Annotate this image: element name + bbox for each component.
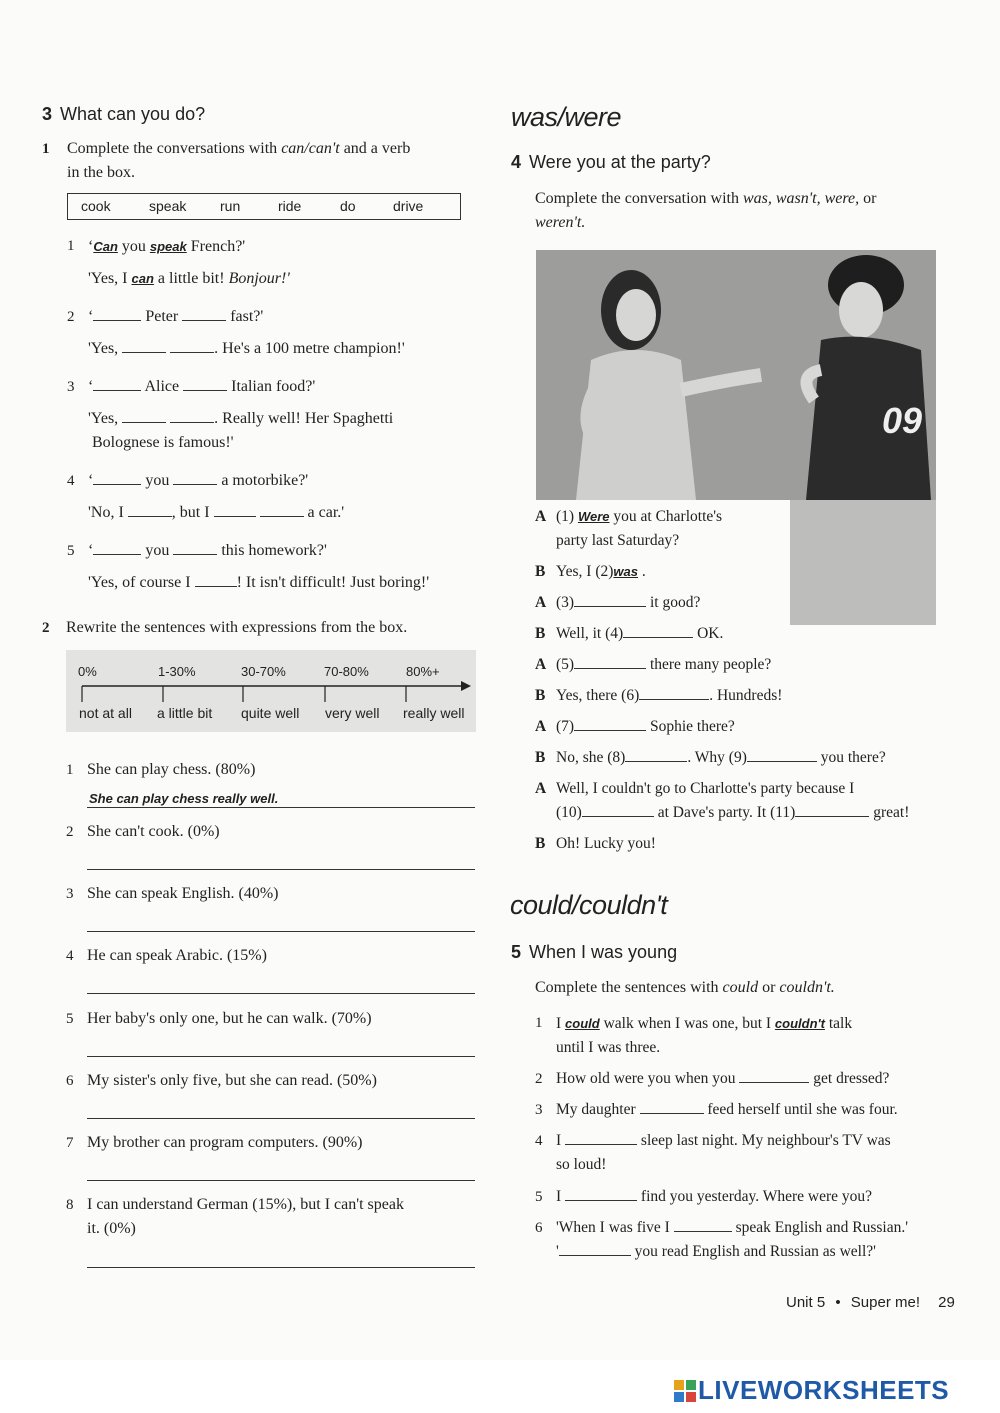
q5-question: ‘ you this homework?' — [88, 542, 327, 559]
ww-l7-t2: Sophie there? — [649, 718, 735, 735]
ex2-item-7-text: My brother can program computers. (90%) — [87, 1134, 363, 1151]
shirt-number: 09 — [882, 400, 923, 441]
ww-blank-6[interactable] — [639, 685, 709, 700]
q5-blank-2[interactable] — [173, 540, 217, 555]
label-a-little-bit: a little bit — [157, 705, 213, 721]
ww-blank-10[interactable] — [582, 802, 654, 817]
cc-em-2: couldn't. — [779, 979, 835, 996]
ww-blank-11[interactable] — [795, 802, 869, 817]
ww-line-10 — [556, 801, 909, 825]
verb-drive: drive — [393, 198, 424, 214]
exercise-1-instructions — [67, 137, 477, 185]
liveworksheets-brand[interactable]: LIVEWORKSHEETS — [698, 1375, 950, 1405]
q2-blank-1[interactable] — [93, 306, 141, 321]
q2-blank-4[interactable] — [170, 338, 214, 353]
ex2-item-4-number: 4 — [66, 948, 74, 964]
q4-reply-2: , but I — [171, 504, 210, 521]
ex2-item-1-text: She can play chess. (80%) — [87, 761, 256, 778]
cc-item-3-number: 3 — [535, 1102, 543, 1118]
ww-l4-t1: Well, it (4) — [556, 625, 624, 642]
ww-l3-t1: (3) — [556, 594, 575, 611]
q5-text-2: this homework?' — [221, 542, 327, 559]
ww-line-1b: party last Saturday? — [556, 532, 680, 549]
percent-80-plus: 80%+ — [406, 664, 440, 679]
q4-reply-1: 'No, I — [88, 504, 124, 521]
q5-reply-2: ! It isn't difficult! Just boring!' — [236, 574, 430, 591]
footer-unit: Unit 5 — [786, 1294, 826, 1311]
q1-reply-1: 'Yes, I — [88, 270, 128, 287]
ex2-item-4-text: He can speak Arabic. (15%) — [87, 947, 267, 964]
speaker-b: B — [535, 749, 546, 766]
page-number: 29 — [938, 1294, 955, 1311]
instr-text-2: and a verb — [343, 140, 411, 157]
cc-instr-1: Complete the sentences with — [535, 979, 719, 996]
q3-blank-3[interactable] — [122, 408, 166, 423]
cc-item-4 — [556, 1129, 891, 1153]
cc-1-t3: talk — [828, 1015, 853, 1032]
q2-text-1: Peter — [145, 308, 179, 325]
q4-reply-3: a car.' — [307, 504, 345, 521]
ex2-item-1-number: 1 — [66, 762, 74, 778]
ww-l11-t1: Oh! Lucky you! — [556, 835, 656, 852]
cc-em-1: could — [722, 979, 759, 996]
q5-reply-1: 'Yes, of course I — [88, 574, 191, 591]
q4-text-2: a motorbike?' — [221, 472, 309, 489]
q4-question: ‘ you a motorbike?' — [88, 472, 309, 489]
party-illustration — [536, 250, 936, 500]
ww-line-11 — [535, 832, 656, 856]
ww-l7-t1: (7) — [556, 718, 575, 735]
q2-reply — [88, 337, 405, 361]
ex2-answer-line-7[interactable] — [87, 1180, 475, 1181]
q1-answer-3[interactable]: can — [131, 271, 154, 286]
ww-blank-8[interactable] — [625, 747, 687, 762]
ww-instr-1: Complete the conversation with — [535, 190, 739, 207]
q5-blank-1[interactable] — [93, 540, 141, 555]
ww-l6-t2: . Hundreds! — [709, 687, 783, 704]
cc-4-t2: sleep last night. My neighbour's TV was — [640, 1132, 891, 1149]
cc-4-t1: I — [556, 1132, 562, 1149]
q4-blank-4[interactable] — [214, 502, 256, 517]
q3-text-2: Italian food?' — [231, 378, 316, 395]
q3-blank-4[interactable] — [170, 408, 214, 423]
ex2-item-5-number: 5 — [66, 1011, 74, 1027]
label-not-at-all: not at all — [79, 705, 132, 721]
ex2-answer-line-1 — [87, 807, 475, 808]
cc-6-t1: 'When I was five I — [556, 1219, 670, 1236]
ww-l4-t2: OK. — [697, 625, 724, 642]
cc-5-t1: I — [556, 1188, 562, 1205]
section-3-title — [42, 104, 205, 125]
scale-arrow — [76, 678, 472, 704]
section-3-number: 3 — [42, 104, 53, 124]
ww-l10-t3: great! — [873, 804, 910, 821]
ww-l1-t1: (1) — [556, 508, 575, 525]
q1-reply — [88, 267, 290, 291]
label-quite-well: quite well — [241, 705, 300, 721]
speaker-a: A — [535, 718, 547, 735]
instr-em: can/can't — [281, 140, 340, 157]
label-very-well: very well — [325, 705, 380, 721]
cc-blank-3[interactable] — [640, 1099, 704, 1114]
speaker-a: A — [535, 508, 547, 525]
section-3-label: What can you do? — [60, 104, 206, 124]
ex2-item-8-number: 8 — [66, 1197, 74, 1213]
frequency-scale-box — [66, 650, 476, 732]
ex2-answer-line-3[interactable] — [87, 931, 475, 932]
people-illustration — [536, 250, 936, 500]
cc-item-2-number: 2 — [535, 1071, 543, 1087]
cc-2-t1: How old were you when you — [556, 1070, 736, 1087]
q4-number: 4 — [67, 473, 75, 489]
q2-reply-1: 'Yes, — [88, 340, 119, 357]
q4-reply — [88, 501, 344, 525]
cc-item-5 — [556, 1185, 872, 1209]
q5-number: 5 — [67, 543, 75, 559]
ww-blank-3[interactable] — [574, 592, 646, 607]
ww-line-5 — [535, 653, 771, 677]
section-4-label: Were you at the party? — [529, 152, 711, 172]
q4-blank-5[interactable] — [260, 502, 304, 517]
ww-line-7 — [535, 715, 735, 739]
ww-blank-5[interactable] — [574, 654, 646, 669]
cc-3-t2: feed herself until she was four. — [707, 1101, 898, 1118]
q5-blank-3[interactable] — [195, 572, 237, 587]
q1-answer-2[interactable]: speak — [149, 239, 187, 254]
ex2-answer-line-8[interactable] — [87, 1267, 475, 1268]
cc-item-6-number: 6 — [535, 1220, 543, 1236]
q5-text-1: you — [145, 542, 170, 559]
percent-1-30: 1-30% — [158, 664, 196, 679]
cc-item-2 — [556, 1067, 889, 1091]
footer-title: Super me! — [850, 1294, 920, 1311]
q1-text-1: you — [121, 238, 146, 255]
cc-1-t1: I — [556, 1015, 562, 1032]
verb-run: run — [220, 198, 241, 214]
q4-blank-3[interactable] — [128, 502, 172, 517]
ex2-answer-line-6[interactable] — [87, 1118, 475, 1119]
ww-l8-t3: you there? — [820, 749, 886, 766]
percent-70-80: 70-80% — [324, 664, 369, 679]
ww-blank-9[interactable] — [747, 747, 817, 762]
ww-l10-t1: (10) — [556, 804, 582, 821]
ww-l5-t2: there many people? — [649, 656, 772, 673]
q4-blank-2[interactable] — [173, 470, 217, 485]
q3-text-1: Alice — [144, 378, 180, 395]
speaker-a: A — [535, 656, 547, 673]
q3-blank-1[interactable] — [93, 376, 141, 391]
cc-2-t2: get dressed? — [813, 1070, 890, 1087]
q3-blank-2[interactable] — [183, 376, 227, 391]
q2-blank-3[interactable] — [122, 338, 166, 353]
ww-l2-t1: Yes, I (2) — [556, 563, 614, 580]
ex2-item-3-number: 3 — [66, 886, 74, 902]
exercise-1-number: 1 — [42, 141, 50, 157]
q2-blank-2[interactable] — [182, 306, 226, 321]
cc-item-1-number: 1 — [535, 1015, 543, 1031]
ex2-item-8-text: I can understand German (15%), but I can't speak — [87, 1196, 404, 1213]
ex2-answer-line-4[interactable] — [87, 993, 475, 994]
verb-box — [67, 193, 461, 220]
cc-item-1-line-2: until I was three. — [556, 1039, 661, 1056]
ex2-item-8-text-2: it. (0%) — [87, 1220, 136, 1237]
ww-answer-1[interactable]: Were — [577, 509, 610, 524]
ww-blank-7[interactable] — [574, 716, 646, 731]
q4-blank-1[interactable] — [93, 470, 141, 485]
q1-answer-1[interactable]: Can — [93, 239, 118, 254]
ww-line-1 — [535, 505, 722, 529]
percent-0: 0% — [78, 664, 97, 679]
could-couldnt-heading: could/couldn't — [510, 890, 668, 920]
verb-ride: ride — [278, 198, 302, 214]
ex2-item-7-number: 7 — [66, 1135, 74, 1151]
cc-6-t4: you read English and Russian as well?' — [634, 1243, 876, 1260]
instr-text: Complete the conversations with — [67, 140, 278, 157]
ex2-item-1-answer[interactable]: She can play chess really well. — [89, 791, 279, 806]
speaker-b: B — [535, 687, 546, 704]
ww-instr-3: weren't. — [535, 214, 586, 231]
cc-blank-4[interactable] — [565, 1130, 637, 1145]
ww-line-2 — [535, 560, 646, 584]
q3-reply — [88, 407, 393, 431]
section-4-number: 4 — [511, 152, 522, 172]
cc-item-3 — [556, 1098, 898, 1122]
ex2-answer-line-5[interactable] — [87, 1056, 475, 1057]
ww-line-9 — [535, 777, 854, 801]
ww-answer-2[interactable]: was — [613, 564, 638, 579]
section-4-title — [511, 152, 711, 173]
ww-l1-t2: you at Charlotte's — [613, 508, 723, 525]
speaker-b: B — [535, 563, 546, 580]
cc-item-4-number: 4 — [535, 1133, 543, 1149]
speaker-b: B — [535, 625, 546, 642]
ww-line-4 — [535, 622, 723, 646]
cc-answer-2[interactable]: couldn't — [774, 1016, 825, 1031]
exercise-2-instructions: Rewrite the sentences with expressions from the box. — [66, 619, 408, 636]
cc-answer-1[interactable]: could — [565, 1016, 600, 1031]
cc-blank-5[interactable] — [565, 1186, 637, 1201]
q2-question: ‘ Peter fast?' — [88, 308, 264, 325]
ww-blank-4[interactable] — [623, 623, 693, 638]
q2-number: 2 — [67, 309, 75, 325]
cc-3-t1: My daughter — [556, 1101, 636, 1118]
exercise-4-instructions — [535, 187, 945, 235]
footer-bullet: • — [835, 1294, 841, 1311]
q3-reply-2: . Really well! Her Spaghetti — [214, 410, 394, 427]
speaker-a: A — [535, 594, 547, 611]
cc-1-t2: walk when I was one, but I — [603, 1015, 772, 1032]
cc-item-6 — [556, 1216, 908, 1240]
cc-6-t2: speak English and Russian.' — [735, 1219, 908, 1236]
cc-6-t3: ' — [556, 1243, 559, 1260]
exercise-5-instructions — [535, 976, 835, 1000]
cc-5-t2: find you yesterday. Where were you? — [640, 1188, 873, 1205]
ex2-item-2-text: She can't cook. (0%) — [87, 823, 220, 840]
liveworksheets-logo-icon — [674, 1380, 696, 1402]
q2-text-2: fast?' — [230, 308, 264, 325]
ww-l3-t2: it good? — [649, 594, 701, 611]
cc-item-1 — [556, 1012, 852, 1036]
cc-item-6-line-2 — [556, 1240, 876, 1264]
speaker-b: B — [535, 835, 546, 852]
cc-blank-6[interactable] — [674, 1217, 732, 1232]
verb-cook: cook — [81, 198, 111, 214]
ww-line-6 — [535, 684, 782, 708]
ex2-item-6-number: 6 — [66, 1073, 74, 1089]
ww-l10-t2: at Dave's party. It (11) — [657, 804, 796, 821]
ww-instr-2: or — [863, 190, 877, 207]
illustration-background-lower — [790, 495, 936, 625]
q1-question: ‘Can you speak French?' — [88, 238, 246, 255]
ex2-item-2-number: 2 — [66, 824, 74, 840]
q3-question: ‘ Alice Italian food?' — [88, 378, 316, 395]
ww-l9-t1: Well, I couldn't go to Charlotte's party because I — [556, 780, 855, 797]
ex2-answer-line-2[interactable] — [87, 869, 475, 870]
ww-l6-t1: Yes, there (6) — [556, 687, 640, 704]
q3-reply-line-2: Bolognese is famous!' — [92, 434, 234, 451]
percent-30-70: 30-70% — [241, 664, 286, 679]
ww-l8-t1: No, she (8) — [556, 749, 626, 766]
ww-instr-em: was, wasn't, were, — [742, 190, 860, 207]
section-5-title — [511, 942, 677, 963]
was-were-heading: was/were — [511, 102, 622, 132]
label-really-well: really well — [403, 705, 465, 721]
q1-reply-2: a little bit! — [157, 270, 225, 287]
section-5-number: 5 — [511, 942, 522, 962]
ww-l8-t2: . Why (9) — [687, 749, 747, 766]
section-5-label: When I was young — [529, 942, 678, 962]
ww-l2-t2: . — [641, 563, 646, 580]
cc-blank-2[interactable] — [739, 1068, 809, 1083]
verb-do: do — [340, 198, 356, 214]
q4-text-1: you — [145, 472, 170, 489]
cc-item-5-number: 5 — [535, 1189, 543, 1205]
ex2-item-5-text: Her baby's only one, but he can walk. (70%) — [87, 1010, 372, 1027]
q1-reply-em: Bonjour!' — [228, 270, 290, 287]
q2-reply-2: . He's a 100 metre champion!' — [214, 340, 405, 357]
ww-l5-t1: (5) — [556, 656, 575, 673]
q1-number: 1 — [67, 238, 75, 254]
cc-instr-2: or — [762, 979, 776, 996]
q3-reply-1: 'Yes, — [88, 410, 119, 427]
instr-text-3: in the box. — [67, 164, 135, 181]
page-footer — [786, 1294, 955, 1311]
cc-item-4-line-2: so loud! — [556, 1156, 607, 1173]
q1-text-2: French?' — [190, 238, 246, 255]
exercise-2-number: 2 — [42, 620, 50, 636]
ex2-item-3-text: She can speak English. (40%) — [87, 885, 279, 902]
cc-blank-7[interactable] — [559, 1241, 631, 1256]
speaker-a: A — [535, 780, 547, 797]
verb-speak: speak — [149, 198, 187, 214]
ex2-item-6-text: My sister's only five, but she can read. (50%) — [87, 1072, 377, 1089]
q5-reply — [88, 571, 429, 595]
ww-line-8 — [535, 746, 886, 770]
q3-number: 3 — [67, 379, 75, 395]
ww-line-3 — [535, 591, 700, 615]
